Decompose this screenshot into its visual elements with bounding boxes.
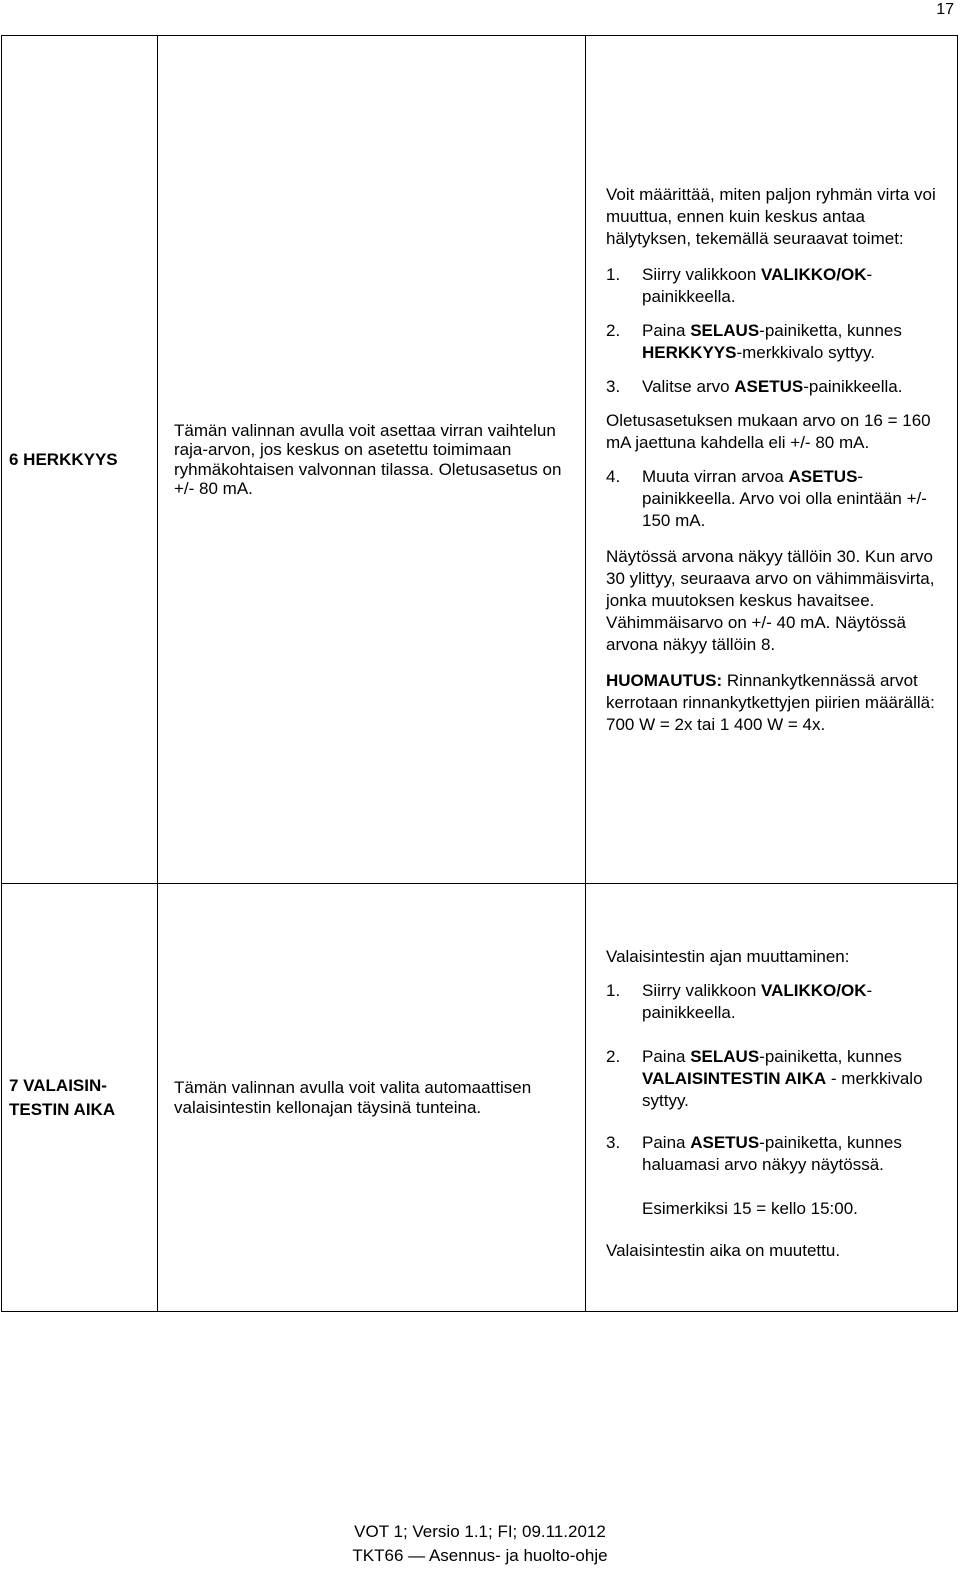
step-button-name: SELAUS: [690, 320, 760, 340]
step-text-part: -merkkivalo syttyy.: [736, 342, 876, 362]
step-text: [642, 1046, 953, 1112]
instruction-step: [606, 980, 953, 1024]
step-text-part: Paina: [642, 320, 691, 340]
step-text-part: Valitse arvo: [642, 376, 735, 396]
setting-name-text: 6 HERKKYYS: [9, 449, 118, 469]
step-text-part: Paina: [642, 1132, 691, 1152]
setting-description-text: Tämän valinnan avulla voit valita automaattisen valaisintestin kellonajan täysinä tunteina.: [174, 1078, 532, 1117]
step-text: [642, 1132, 953, 1176]
step-number: 4.: [606, 466, 621, 486]
instruction-outro: Valaisintestin aika on muutettu.: [606, 1240, 841, 1260]
step-button-name: ASETUS: [734, 376, 804, 396]
step-number: 3.: [606, 1132, 621, 1152]
note-text: Rinnankytkennässä arvot kerrotaan rinnankytkettyjen piirien määrällä: 700 W = 2x tai 1 400 W = 4x.: [606, 670, 935, 734]
setting-description-text: Tämän valinnan avulla voit asettaa virran vaihtelun raja-arvon, jos keskus on asetettu toimimaan ryhmäkohtaisen valvonnan tilassa. Oletusasetus on +/- 80 mA.: [174, 420, 562, 498]
step-text-part: -painikkeella.: [803, 376, 903, 396]
instruction-step: [606, 1046, 953, 1112]
step-text: [642, 264, 953, 308]
setting-description: [158, 884, 586, 1312]
display-value-note: Näytössä arvona näkyy tällöin 30. Kun arvo 30 ylittyy, seuraava arvo on vähimmäisvirta, jonka muutoksen keskus havaitsee. Vähimmäisarvo on +/- 40 mA. Näytössä arvona näkyy tällöin 8.: [606, 546, 935, 654]
table-row-valaisintestin-aika: [2, 884, 958, 1312]
step-text: [642, 376, 953, 398]
instruction-intro: Valaisintestin ajan muuttaminen:: [606, 946, 850, 966]
step-button-name: VALIKKO/OK: [761, 980, 867, 1000]
setting-name: [2, 36, 158, 884]
step-text-part: -painikkeella.: [642, 264, 873, 306]
step-text: [642, 320, 953, 364]
setting-instructions: [586, 884, 958, 1312]
step-text-part: -painiketta, kunnes: [759, 1046, 902, 1066]
setting-instructions: [586, 36, 958, 884]
footer-line: TKT66 — Asennus- ja huolto-ohje: [352, 1546, 608, 1565]
note-label: HUOMAUTUS:: [606, 670, 723, 690]
default-value-note: Oletusasetuksen mukaan arvo on 16 = 160 mA jaettuna kahdella eli +/- 80 mA.: [606, 410, 931, 452]
step-text-part: Siirry valikkoon: [642, 264, 762, 284]
step-button-name: SELAUS: [690, 1046, 760, 1066]
instruction-step: [606, 320, 953, 364]
step-button-name: ASETUS: [690, 1132, 760, 1152]
instruction-step: [606, 376, 953, 398]
setting-name-line: 7 VALAISIN-: [9, 1075, 107, 1095]
setting-description: [158, 36, 586, 884]
step-indicator-name: HERKKYYS: [642, 342, 737, 362]
example-note: Esimerkiksi 15 = kello 15:00.: [642, 1198, 858, 1218]
step-number: 2.: [606, 320, 621, 340]
page-number: 17: [936, 1, 954, 18]
step-number: 2.: [606, 1046, 621, 1066]
step-indicator-name: VALAISINTESTIN AIKA: [642, 1068, 827, 1088]
table-row-herkkyys: [2, 36, 958, 884]
step-text-part: -painiketta, kunnes: [759, 320, 902, 340]
step-text-part: -painiketta, kunnes haluamasi arvo näkyy näytössä.: [642, 1132, 902, 1174]
step-text-part: Siirry valikkoon: [642, 980, 762, 1000]
step-button-name: ASETUS: [788, 466, 858, 486]
step-number: 1.: [606, 980, 621, 1000]
step-number: 3.: [606, 376, 621, 396]
instruction-step: [606, 264, 953, 308]
step-text-part: Paina: [642, 1046, 691, 1066]
step-text-part: -painikkeella. Arvo voi olla enintään +/- 150 mA.: [642, 466, 927, 530]
footer-line: VOT 1; Versio 1.1; FI; 09.11.2012: [354, 1522, 606, 1541]
step-text-part: - merkkivalo syttyy.: [642, 1068, 923, 1110]
step-text-part: -painikkeella.: [642, 980, 873, 1022]
step-number: 1.: [606, 264, 621, 284]
instruction-step: [606, 1132, 953, 1176]
step-text-part: Muuta virran arvoa: [642, 466, 789, 486]
step-text: [642, 466, 953, 532]
instruction-intro: Voit määrittää, miten paljon ryhmän virta voi muuttua, ennen kuin keskus antaa hälytyksen, tekemällä seuraavat toimet:: [606, 184, 936, 248]
settings-table: [1, 35, 958, 1312]
step-text: [642, 980, 953, 1024]
instruction-step: [606, 466, 953, 532]
step-button-name: VALIKKO/OK: [761, 264, 867, 284]
setting-name: [2, 884, 158, 1312]
note-paragraph: [606, 670, 953, 736]
setting-name-line: TESTIN AIKA: [9, 1099, 116, 1119]
